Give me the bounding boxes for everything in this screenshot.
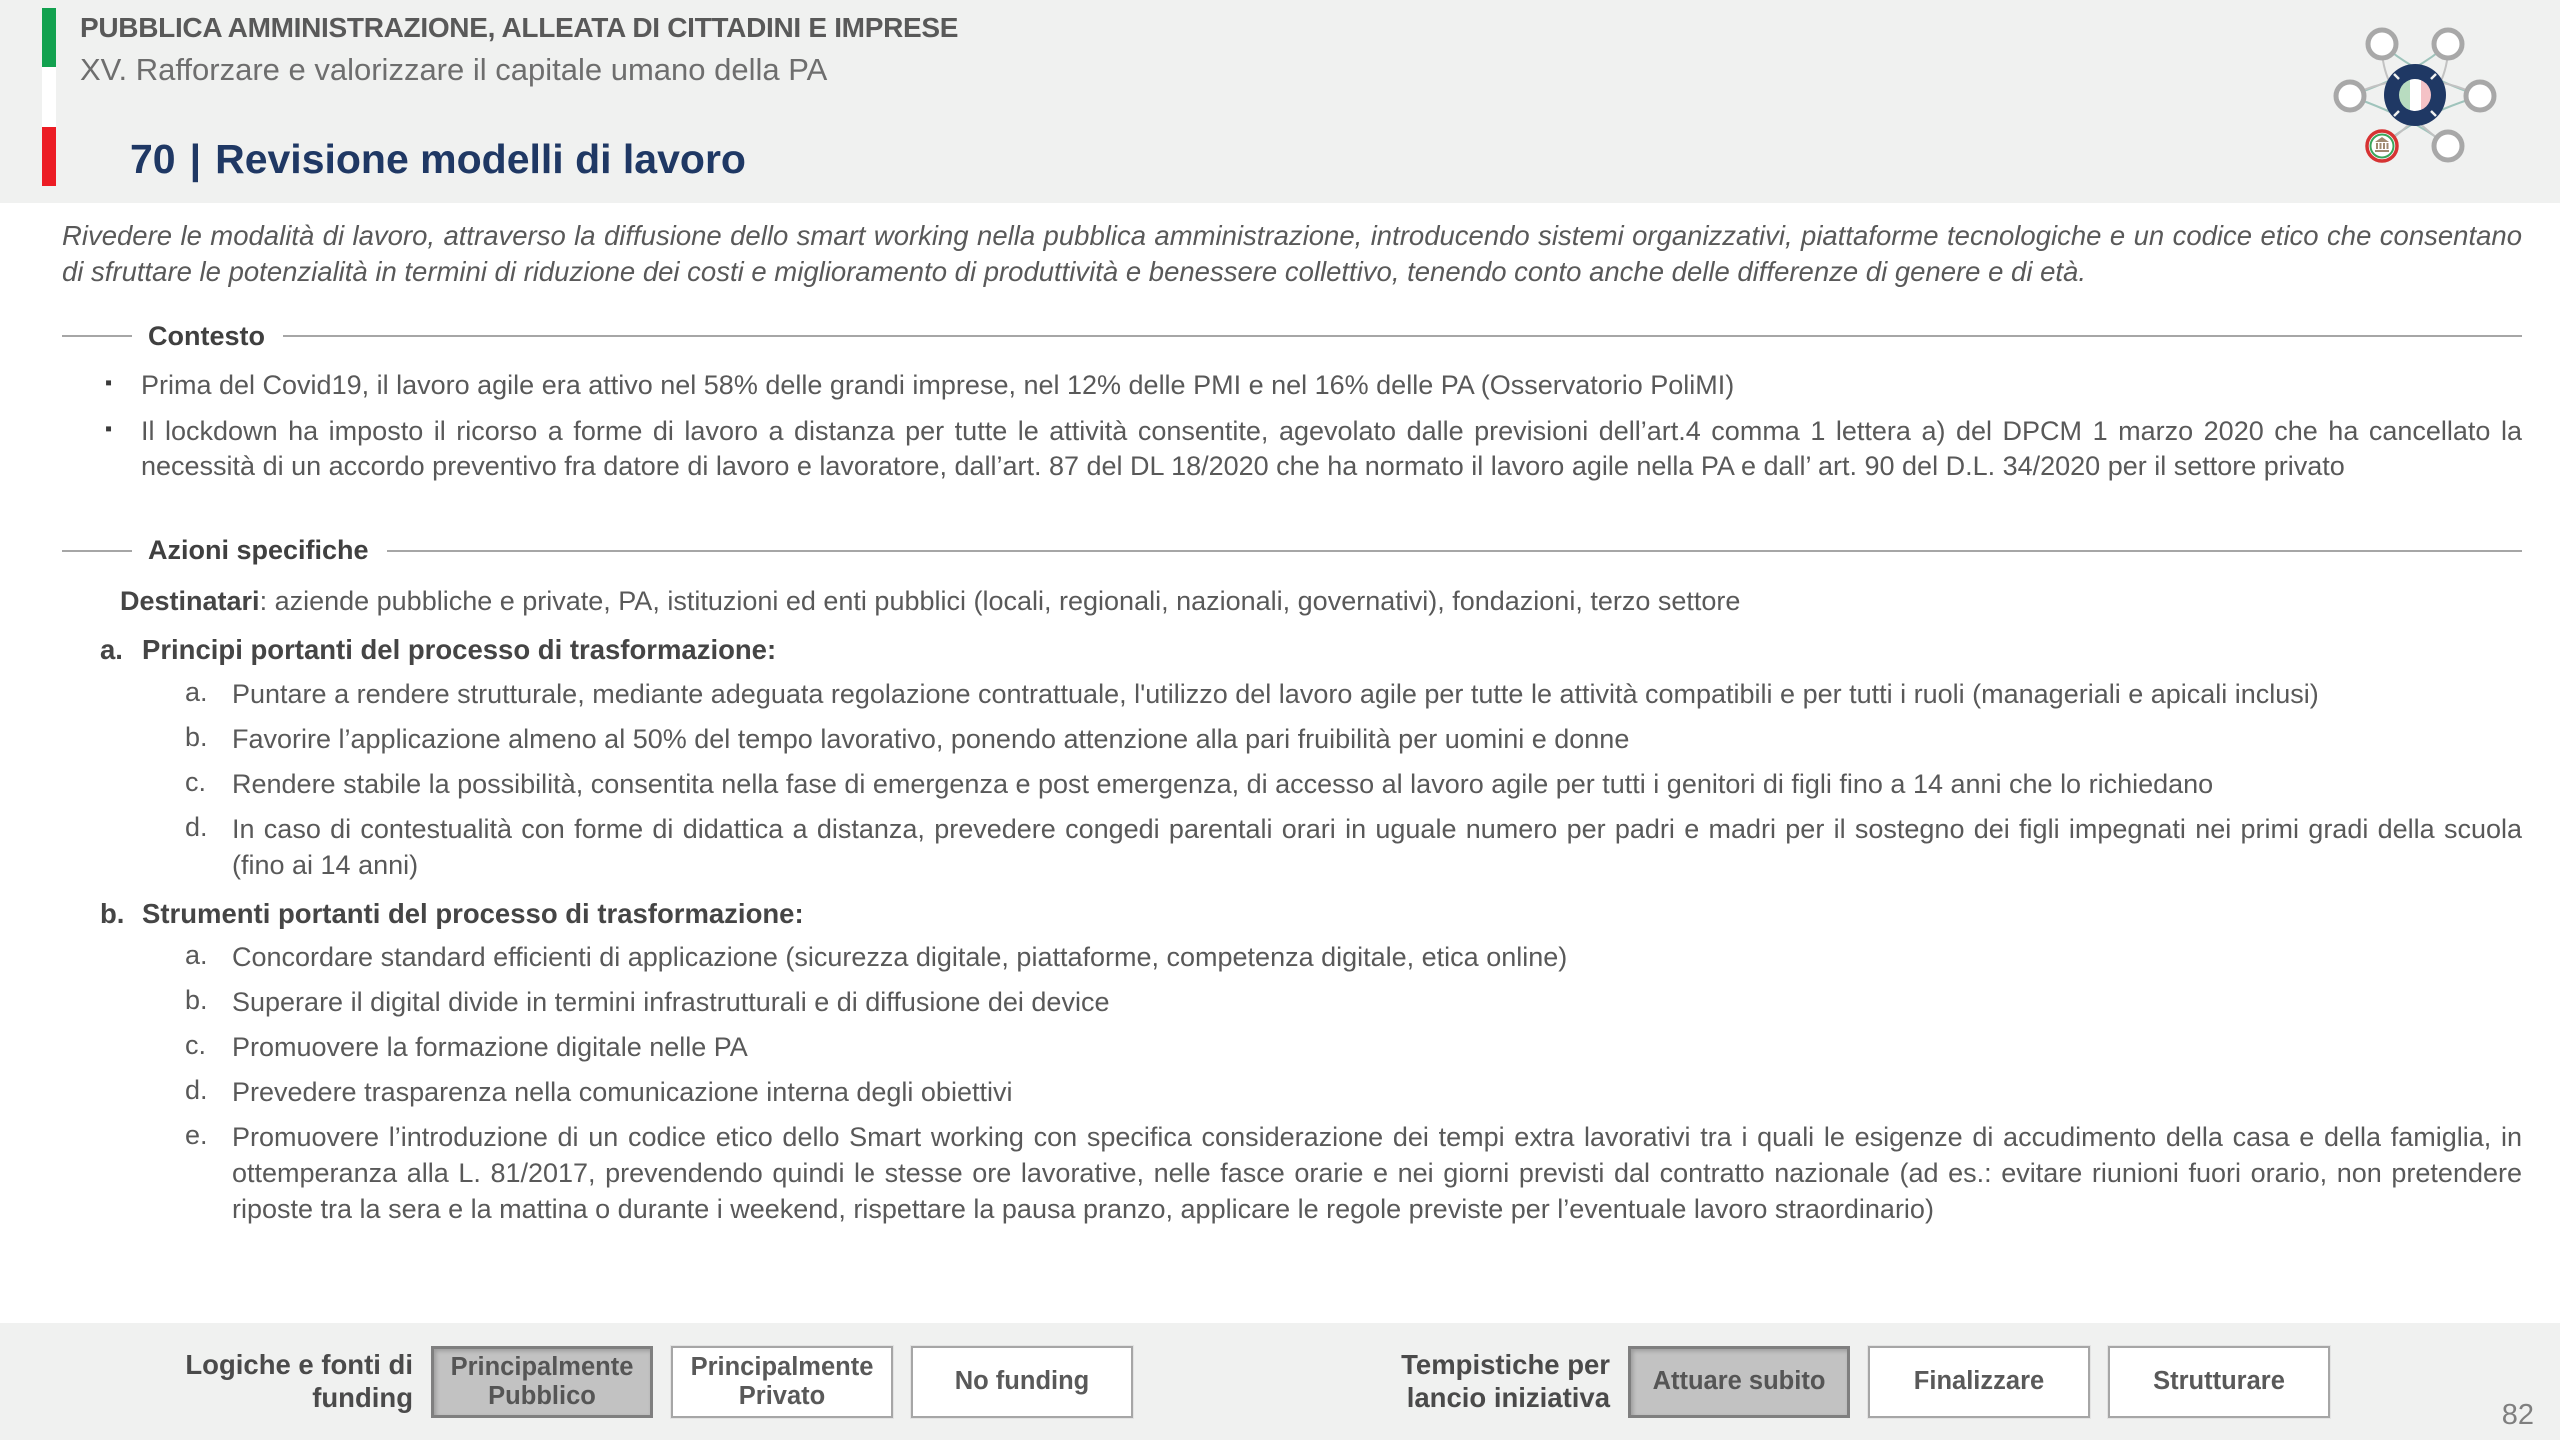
- item-marker: e.: [185, 1119, 208, 1150]
- item-text: Superare il digital divide in termini infrastrutturali e di diffusione dei device: [232, 987, 1110, 1018]
- chapter-kicker: PUBBLICA AMMINISTRAZIONE, ALLEATA DI CITTADINI E IMPRESE: [80, 12, 959, 43]
- button-label: Strutturare: [2153, 1367, 2285, 1396]
- block-title-text: Principi portanti del processo di trasformazione:: [142, 634, 777, 666]
- bullet-text: Prima del Covid19, il lavoro agile era attivo nel 58% delle grandi imprese, nel 12% delle PMI e nel 16% delle PA (Osservatorio PoliMI): [141, 369, 1735, 400]
- block-b-title: [100, 896, 2522, 932]
- contesto-heading: Contesto: [148, 320, 265, 351]
- main-content: [62, 218, 2522, 1228]
- item-marker: a.: [185, 940, 208, 971]
- button-label: Principalmente Privato: [690, 1352, 874, 1410]
- destinatari-line: [120, 584, 2522, 620]
- block-marker: a.: [100, 634, 123, 666]
- timing-option-attuare-subito[interactable]: [1628, 1346, 1850, 1418]
- funding-option-principalmente-privato[interactable]: [671, 1346, 893, 1418]
- item-text: Rendere stabile la possibilità, consentita nella fase di emergenza e post emergenza, di accesso al lavoro agile per tutti i genitori di figli fino a 14 anni che lo richiedano: [232, 768, 2214, 799]
- item-marker: c.: [185, 766, 207, 797]
- funding-group: [168, 1346, 1133, 1418]
- list-item: [185, 722, 2522, 758]
- item-marker: b.: [185, 721, 208, 752]
- item-marker: a.: [185, 676, 208, 707]
- chapter-subtitle: XV. Rafforzare e valorizzare il capitale umano della PA: [80, 52, 828, 87]
- item-marker: c.: [185, 1030, 207, 1061]
- square-bullet-icon: ▪: [105, 371, 113, 394]
- block-b-items: [185, 940, 2522, 1227]
- list-item: [185, 677, 2522, 713]
- flag-white-segment: [42, 67, 56, 127]
- azioni-heading: Azioni specifiche: [148, 535, 369, 566]
- button-label: No funding: [954, 1367, 1090, 1396]
- list-item: [185, 1075, 2522, 1111]
- button-label: Principalmente Pubblico: [450, 1352, 634, 1410]
- page-number: 82: [2501, 1399, 2534, 1431]
- title-separator: |: [189, 136, 202, 182]
- contesto-bullet-list: [62, 368, 2522, 486]
- flag-green-segment: [42, 8, 56, 67]
- page-title: [130, 136, 746, 183]
- item-text: Puntare a rendere strutturale, mediante adeguata regolazione contrattuale, l'utilizzo del lavoro agile per tutte le attività compatibili e per tutti i ruoli (manageriali e apicali inclusi): [232, 678, 2319, 709]
- button-label: Finalizzare: [1913, 1367, 2045, 1396]
- bullet-text: Il lockdown ha imposto il ricorso a forme di lavoro a distanza per tutte le attività consentite, agevolato dalle previsioni dell’art.4 comma 1 lettera a) del DPCM 1 marzo 2020 che ha cancellato la necessità di un accordo preventivo fra datore di lavoro e lavoratore, dall’art. 87 del DL 18/2020 che ha normato il lavoro agile nella PA e dall’ art. 90 del D.L. 34/2020 per il settore privato: [141, 415, 2522, 482]
- intro-paragraph: Rivedere le modalità di lavoro, attraverso la diffusione dello smart working nella pubblica amministrazione, introducendo sistemi organizzativi, piattaforme tecnologiche e un codice etico che consentano di sfruttare le potenzialità in termini di riduzione dei costi e miglioramento di produttività e benessere collettivo, tenendo conto anche delle differenze di genere e di età.: [62, 220, 2522, 288]
- list-item: [185, 767, 2522, 803]
- list-item: [62, 368, 2522, 404]
- block-marker: b.: [100, 897, 125, 929]
- item-text: Promuovere l’introduzione di un codice etico dello Smart working con specifica considerazione dei tempi extra lavorativi tra i quali le esigenze di accudimento della casa e della famiglia, in ottemperanza alla L. 81/2017, prevendendo quindi le stesse ore lavorative, nelle fasce orarie e nei giorni previsti dal contratto nazionale (ad es.: evitare riunioni fuori orario, non pretendere riposte tra la sera e la mattina o durante i weekend, rispettare la pausa pranzo, applicare le regole previste per l’eventuale lavoro straordinario): [232, 1121, 2522, 1224]
- item-marker: b.: [185, 985, 208, 1016]
- section-rule: [283, 335, 2522, 337]
- block-a-items: [185, 677, 2522, 884]
- funding-option-principalmente-pubblico[interactable]: [431, 1346, 653, 1418]
- item-marker: d.: [185, 1074, 208, 1105]
- timing-label: Tempistiche per lancio iniziativa: [1401, 1349, 1610, 1413]
- item-text: In caso di contestualità con forme di didattica a distanza, prevedere congedi parentali orari in uguale numero per padri e madri per il sostegno dei figli impegnati nei primi gradi della scuola (fino ai 14 anni): [232, 813, 2522, 880]
- section-dash: [62, 335, 132, 337]
- list-item: [185, 1120, 2522, 1228]
- list-item: [185, 940, 2522, 976]
- footer-band: [0, 1323, 2560, 1440]
- italy-network-logo-icon: [2320, 4, 2510, 194]
- list-item: [185, 1030, 2522, 1066]
- flag-red-segment: [42, 127, 56, 186]
- block-a-title: [100, 632, 2522, 668]
- initiative-title: Revisione modelli di lavoro: [215, 136, 746, 182]
- destinatari-label: Destinatari: [120, 586, 260, 617]
- item-text: Promuovere la formazione digitale nelle PA: [232, 1032, 748, 1063]
- section-contesto-header: [62, 321, 2522, 352]
- italy-flag-stripe: [42, 8, 56, 186]
- list-item: [185, 985, 2522, 1021]
- section-dash: [62, 550, 132, 552]
- timing-option-strutturare[interactable]: [2108, 1346, 2330, 1418]
- item-text: Favorire l’applicazione almeno al 50% del tempo lavorativo, ponendo attenzione alla pari fruibilità per uomini e donne: [232, 723, 1630, 754]
- timing-group: [1365, 1346, 2330, 1418]
- header-band: [0, 0, 2560, 203]
- button-label: Attuare subito: [1652, 1367, 1826, 1396]
- item-marker: d.: [185, 811, 208, 842]
- square-bullet-icon: ▪: [105, 417, 113, 440]
- list-item: [185, 812, 2522, 884]
- funding-option-no-funding[interactable]: [911, 1346, 1133, 1418]
- government-building-icon: [2367, 131, 2397, 161]
- section-azioni-header: [62, 535, 2522, 566]
- item-text: Concordare standard efficienti di applicazione (sicurezza digitale, piattaforme, competenza digitale, etica online): [232, 942, 1568, 973]
- item-text: Prevedere trasparenza nella comunicazione interna degli obiettivi: [232, 1076, 1013, 1107]
- list-item: [62, 414, 2522, 486]
- timing-option-finalizzare[interactable]: [1868, 1346, 2090, 1418]
- initiative-number: 70: [130, 136, 176, 182]
- section-rule: [387, 550, 2522, 552]
- destinatari-text: : aziende pubbliche e private, PA, istituzioni ed enti pubblici (locali, regionali, nazionali, governativi), fondazioni, terzo settore: [259, 586, 1741, 617]
- funding-label: Logiche e fonti di funding: [185, 1349, 413, 1413]
- block-title-text: Strumenti portanti del processo di trasformazione:: [142, 897, 804, 929]
